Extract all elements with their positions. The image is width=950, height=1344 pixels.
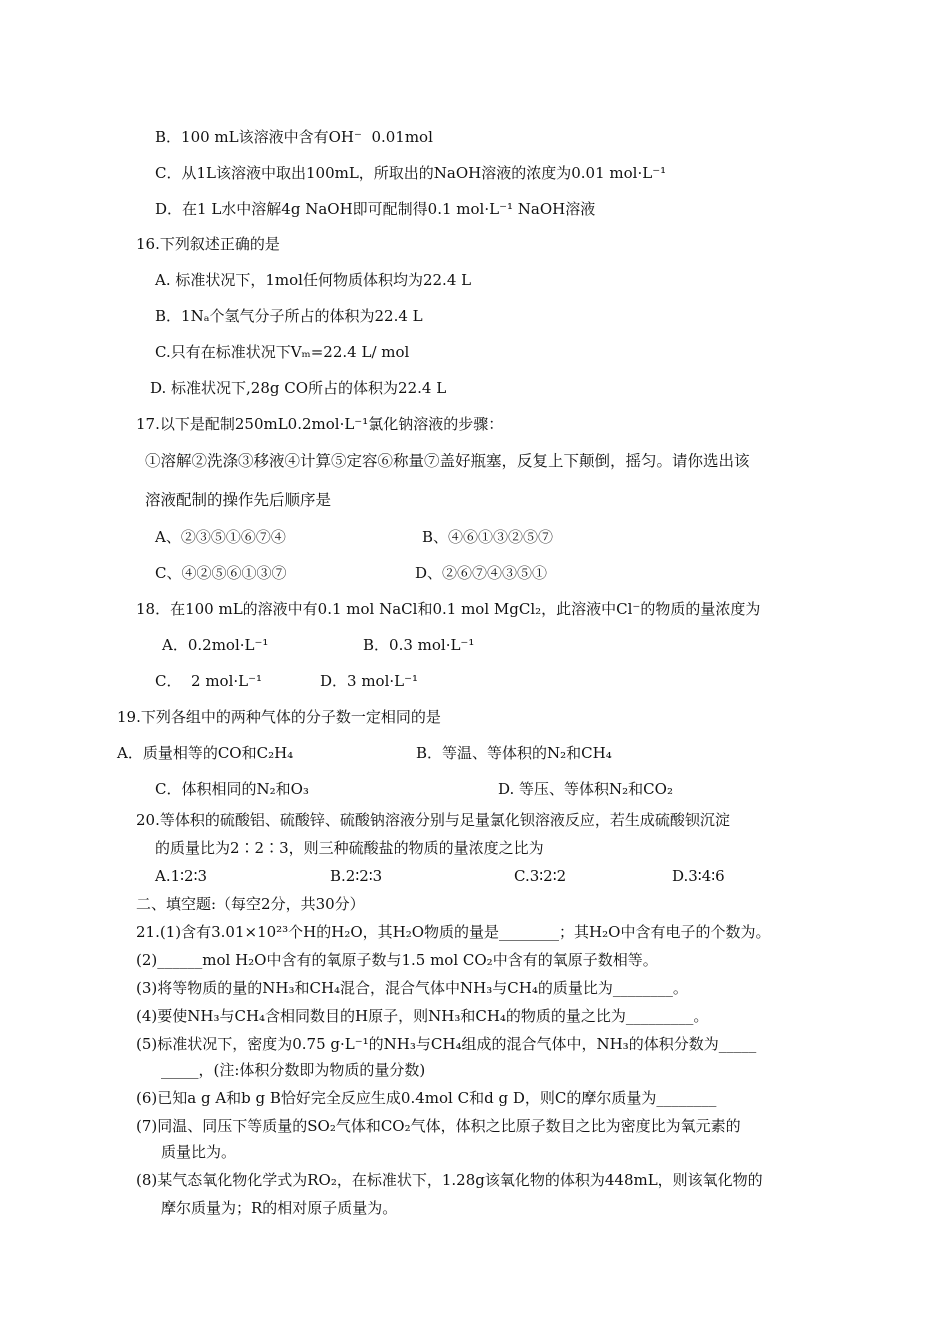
q15-option-c: C．从1L该溶液中取出100mL，所取出的NaOH溶液的浓度为0.01 mol·L⁻¹ <box>155 164 667 182</box>
q21-part4: (4)要使NH₃与CH₄含相同数目的H原子，则NH₃和CH₄的物质的量之比为_________。 <box>136 1007 709 1025</box>
q21-part2: (2)______mol H₂O中含有的氧原子数与1.5 mol CO₂中含有的氧原子数相等。 <box>136 951 658 969</box>
q18-stem: 18．在100 mL的溶液中有0.1 mol NaCl和0.1 mol MgCl₂，此溶液中Cl⁻的物质的量浓度为 <box>136 600 761 618</box>
q20-option-b: B.2∶2∶3 <box>330 867 383 885</box>
q16-stem: 16.下列叙述正确的是 <box>136 235 280 253</box>
q20-option-c: C.3∶2∶2 <box>514 867 567 885</box>
q17-option-c: C、④②⑤⑥①③⑦ <box>155 564 287 582</box>
q18-option-d: D．3 mol·L⁻¹ <box>320 672 419 690</box>
q16-option-b: B．1Nₐ个氢气分子所占的体积为22.4 L <box>155 307 423 325</box>
q20-option-d: D.3∶4∶6 <box>672 867 725 885</box>
q21-part7-line2: 质量比为。 <box>161 1143 237 1161</box>
q21-part3: (3)将等物质的量的NH₃和CH₄混合，混合气体中NH₃与CH₄的质量比为________。 <box>136 979 688 997</box>
q21-part8-line2: 摩尔质量为；R的相对原子质量为。 <box>161 1199 398 1217</box>
q16-option-a: A. 标准状况下，1mol任何物质体积均为22.4 L <box>155 271 472 289</box>
section-heading: 二、填空题:（每空2分，共30分） <box>136 895 365 913</box>
q18-option-a: A．0.2mol·L⁻¹ <box>162 636 269 654</box>
q19-option-c: C．体积相同的N₂和O₃ <box>155 780 309 798</box>
q21-part5-line2: _____，(注:体积分数即为物质的量分数) <box>161 1061 426 1079</box>
q15-option-b: B．100 mL该溶液中含有OH⁻ 0.01mol <box>155 128 433 146</box>
q21-part6: (6)已知a g A和b g B恰好完全反应生成0.4mol C和d g D，则C的摩尔质量为________ <box>136 1089 717 1107</box>
q17-option-a: A、②③⑤①⑥⑦④ <box>155 528 286 546</box>
q16-option-c: C.只有在标准状况下Vₘ=22.4 L/ mol <box>155 343 410 361</box>
q19-stem: 19.下列各组中的两种气体的分子数一定相同的是 <box>117 708 441 726</box>
q17-option-b: B、④⑥①③②⑤⑦ <box>422 528 554 546</box>
q19-option-b: B．等温、等体积的N₂和CH₄ <box>416 744 612 762</box>
q17-option-d: D、②⑥⑦④③⑤① <box>415 564 548 582</box>
q15-option-d: D．在1 L水中溶解4g NaOH即可配制得0.1 mol·L⁻¹ NaOH溶液 <box>155 200 596 218</box>
q16-option-d: D. 标准状况下,28g CO所占的体积为22.4 L <box>150 379 447 397</box>
q20-stem-line2: 的质量比为2∶2∶3，则三种硫酸盐的物质的量浓度之比为 <box>155 839 544 857</box>
q20-option-a: A.1∶2∶3 <box>155 867 208 885</box>
q21-part1: 21.(1)含有3.01×10²³个H的H₂O，其H₂O物质的量是________；其H₂O中含有电子的个数为。 <box>136 923 771 941</box>
q21-part8-line1: (8)某气态氧化物化学式为RO₂，在标准状下，1.28g该氧化物的体积为448mL，则该氧化物的 <box>136 1171 763 1189</box>
q17-stem: 17.以下是配制250mL0.2mol·L⁻¹氯化钠溶液的步骤： <box>136 415 504 433</box>
q21-part7-line1: (7)同温、同压下等质量的SO₂气体和CO₂气体，体积之比原子数目之比为密度比为氧元素的 <box>136 1117 741 1135</box>
q19-option-a: A．质量相等的CO和C₂H₄ <box>117 744 294 762</box>
q20-stem-line1: 20.等体积的硫酸铝、硫酸锌、硫酸钠溶液分别与足量氯化钡溶液反应，若生成硫酸钡沉淀 <box>136 811 730 829</box>
q18-option-b: B．0.3 mol·L⁻¹ <box>363 636 475 654</box>
q19-option-d: D. 等压、等体积N₂和CO₂ <box>498 780 673 798</box>
q21-part5-line1: (5)标准状况下，密度为0.75 g·L⁻¹的NH₃与CH₄组成的混合气体中，NH₃的体积分数为_____ <box>136 1035 757 1053</box>
q17-steps-line2: 溶液配制的操作先后顺序是 <box>145 491 332 509</box>
q17-steps-line1: ①溶解②洗涤③移液④计算⑤定容⑥称量⑦盖好瓶塞，反复上下颠倒，摇匀。请你选出该 <box>145 452 750 470</box>
q18-option-c: C． 2 mol·L⁻¹ <box>155 672 263 690</box>
